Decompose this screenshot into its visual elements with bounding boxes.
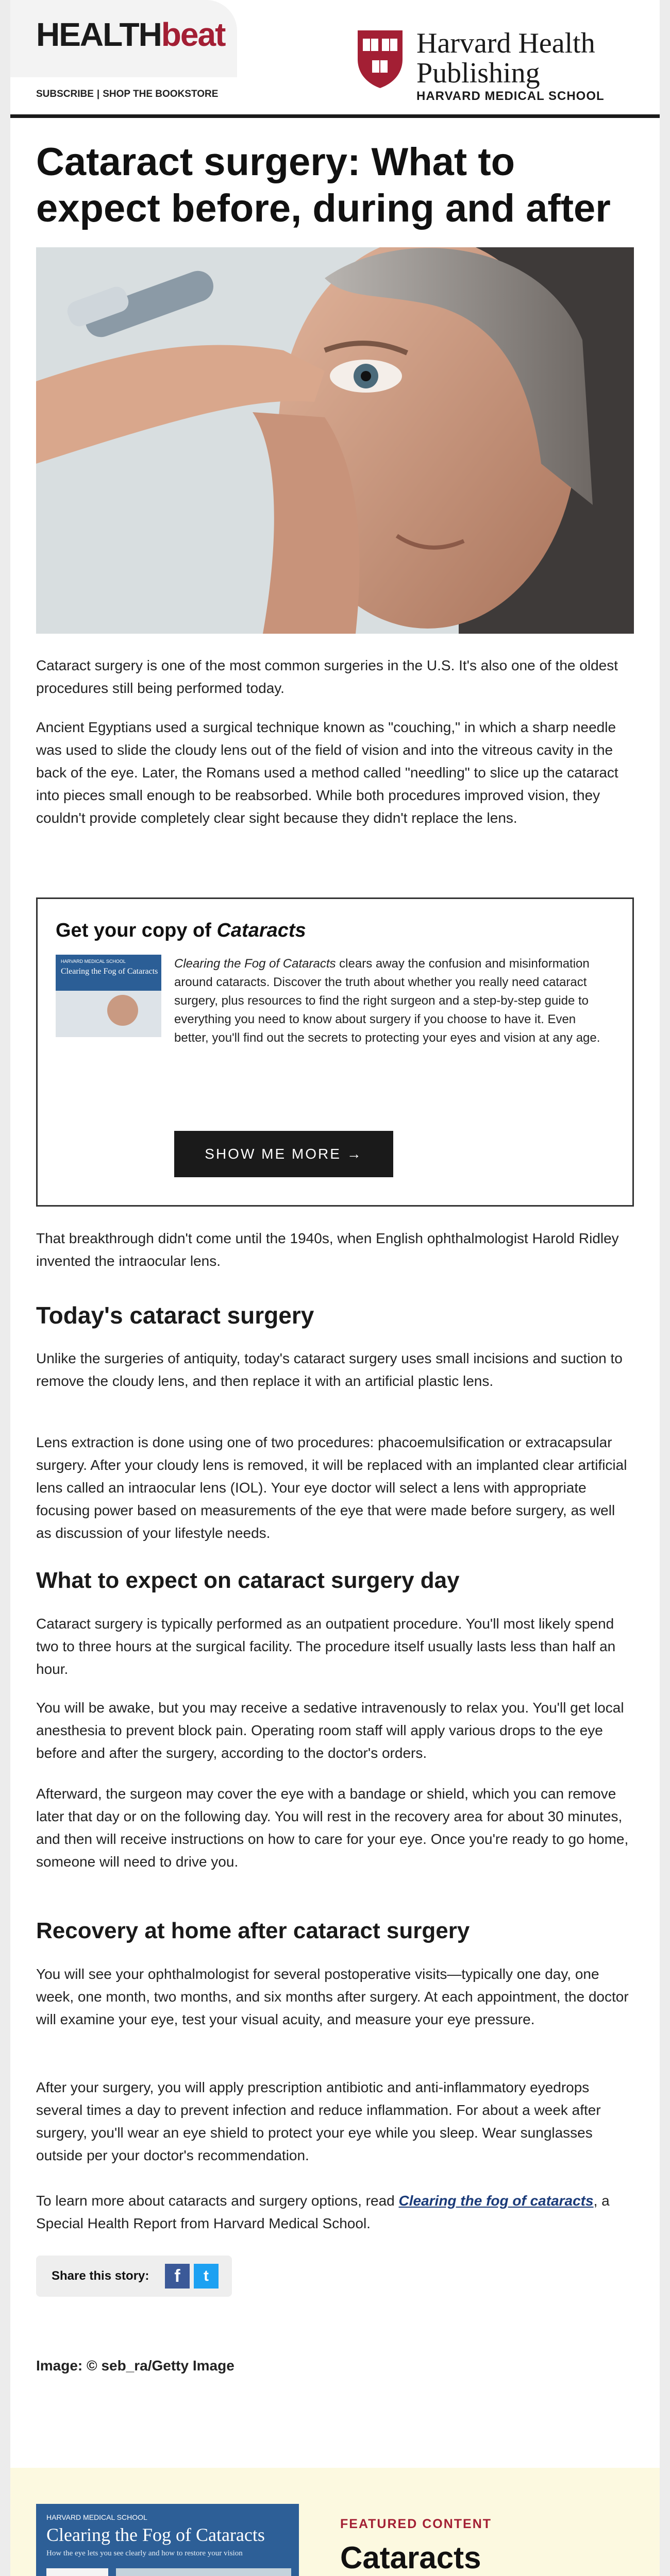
surgery-day-paragraph-1: Cataract surgery is typically performed as an outpatient procedure. You'll most likely spend two to three hours at the surgical facility. The procedure itself usually lasts less than half an hour.	[36, 1616, 616, 1677]
logo-beat: beat	[161, 16, 225, 53]
featured-book-cover[interactable]	[36, 2504, 299, 2576]
email-header	[10, 0, 660, 124]
featured-cover-title: Clearing the Fog of Cataracts	[46, 2524, 265, 2545]
learn-more-paragraph: To learn more about cataracts and surgery options, read Clearing the fog of cataracts, a Special Health Report from Harvard Medical School.	[36, 2193, 610, 2231]
featured-label: FEATURED CONTENT	[340, 2517, 492, 2531]
logo-health: HEALTH	[36, 16, 161, 53]
harvard-shield-icon	[356, 28, 405, 89]
report-link[interactable]: Clearing the fog of cataracts	[398, 2193, 594, 2209]
hero-image	[36, 247, 634, 634]
share-twitter-icon[interactable]: t	[194, 2264, 219, 2289]
article-title: Cataract surgery: What to expect before, during and after	[36, 140, 611, 230]
featured-content	[10, 2468, 660, 2576]
recovery-paragraph-1: You will see your ophthalmologist for several postoperative visits—typically one day, one week, one month, two months, and six months after surgery. At each appointment, the doctor will examine your eye, test your visual acuity, and measure your eye pressure.	[36, 1966, 629, 2027]
promo-text: Clearing the Fog of Cataracts clears away the confusion and misinformation around cataracts. Discover the truth about whether you really need cataract surgery, plus resources to find the right surgeon and a step-by-step guide to everything you need to know about surgery if you choose to have it. Even better, you'll find out the secrets to protecting your eyes and vision at any age.	[174, 957, 600, 1045]
healthbeat-logo[interactable]	[36, 18, 225, 51]
share-bar	[36, 2256, 232, 2297]
history-paragraph: Ancient Egyptians used a surgical technique known as "couching," in which a sharp needle was used to slide the cloudy lens out of the field of vision and into the vitreous cavity in the back of the eye. Later, the Romans used a method called "needling" to slice up the cataract into pieces small enough to be reabsorbed. While both procedures improved vision, they couldn't provide completely clear sight because they didn't replace the lens.	[36, 719, 618, 826]
heading-recovery: Recovery at home after cataract surgery	[36, 1918, 470, 1943]
show-me-more-button[interactable]: SHOW ME MORE →	[174, 1131, 393, 1177]
promo-heading: Get your copy of Cataracts	[56, 920, 306, 941]
publisher-name: Harvard Health Publishing	[416, 27, 595, 89]
bookstore-link[interactable]: SHOP THE BOOKSTORE	[103, 89, 219, 99]
intro-paragraph: Cataract surgery is one of the most common surgeries in the U.S. It's also one of the oldest procedures still being performed today.	[36, 657, 618, 696]
recovery-paragraph-2: After your surgery, you will apply prescription antibiotic and anti-inflammatory eyedrops several times a day to prevent infection and reduce inflammation. For about a week after surgery, you'll wear an eye shield to protect your eye while you sleep. Wear sunglasses outside per your doctor's recommendation.	[36, 2079, 601, 2163]
breakthrough-paragraph: That breakthrough didn't come until the 1940s, when English ophthalmologist Harold Ridley invented the intraocular lens.	[36, 1230, 619, 1269]
surgery-day-paragraph-2: You will be awake, but you may receive a sedative intravenously to relax you. You'll get local anesthesia to prevent block pain. Operating room staff will apply various drops to the eye before and after the surgery, according to the doctor's orders.	[36, 1700, 624, 1761]
hero-illustration	[36, 247, 634, 634]
header-links	[36, 89, 218, 100]
share-facebook-icon[interactable]: f	[165, 2264, 190, 2289]
image-credit: Image: © seb_ra/Getty Image	[36, 2358, 234, 2374]
heading-surgery-day: What to expect on cataract surgery day	[36, 1568, 460, 1593]
promo-cover-title: Clearing the Fog of Cataracts	[61, 967, 158, 976]
promo-book-cover[interactable]	[56, 955, 161, 1037]
header-link-separator: |	[96, 89, 100, 99]
harvard-health-publishing-logo[interactable]	[356, 27, 644, 103]
share-label: Share this story:	[52, 2269, 149, 2283]
featured-cover-subtitle: How the eye lets you see clearly and how to restore your vision	[46, 2549, 243, 2557]
promo-cover-publisher: HARVARD MEDICAL SCHOOL	[61, 959, 126, 964]
email-container	[10, 0, 660, 2576]
header-divider	[10, 114, 660, 118]
today-paragraph-1: Unlike the surgeries of antiquity, today's cataract surgery uses small incisions and suction to remove the cloudy lens, and then replace it with an artificial plastic lens.	[36, 1350, 623, 1389]
heading-today: Today's cataract surgery	[36, 1302, 314, 1329]
subscribe-link[interactable]: SUBSCRIBE	[36, 89, 94, 99]
featured-cover-publisher: HARVARD MEDICAL SCHOOL	[46, 2513, 147, 2521]
featured-title: Cataracts	[340, 2540, 481, 2575]
today-paragraph-2: Lens extraction is done using one of two procedures: phacoemulsification or extracapsular surgery. After your cloudy lens is removed, it will be replaced with an implanted clear artificial lens called an intraocular lens (IOL). Your eye doctor will select a lens with appropriate focusing power based on measurements of the eye that were made before surgery, as well as discussion of your lifestyle needs.	[36, 1434, 627, 1541]
surgery-day-paragraph-3: Afterward, the surgeon may cover the eye with a bandage or shield, which you can remove later that day or on the following day. You will rest in the recovery area for about 30 minutes, and then will receive instructions on how to care for your eye. Once you're ready to go home, someone will need to drive you.	[36, 1786, 629, 1870]
publisher-school: HARVARD MEDICAL SCHOOL	[416, 89, 605, 103]
promo-box	[36, 897, 634, 1207]
